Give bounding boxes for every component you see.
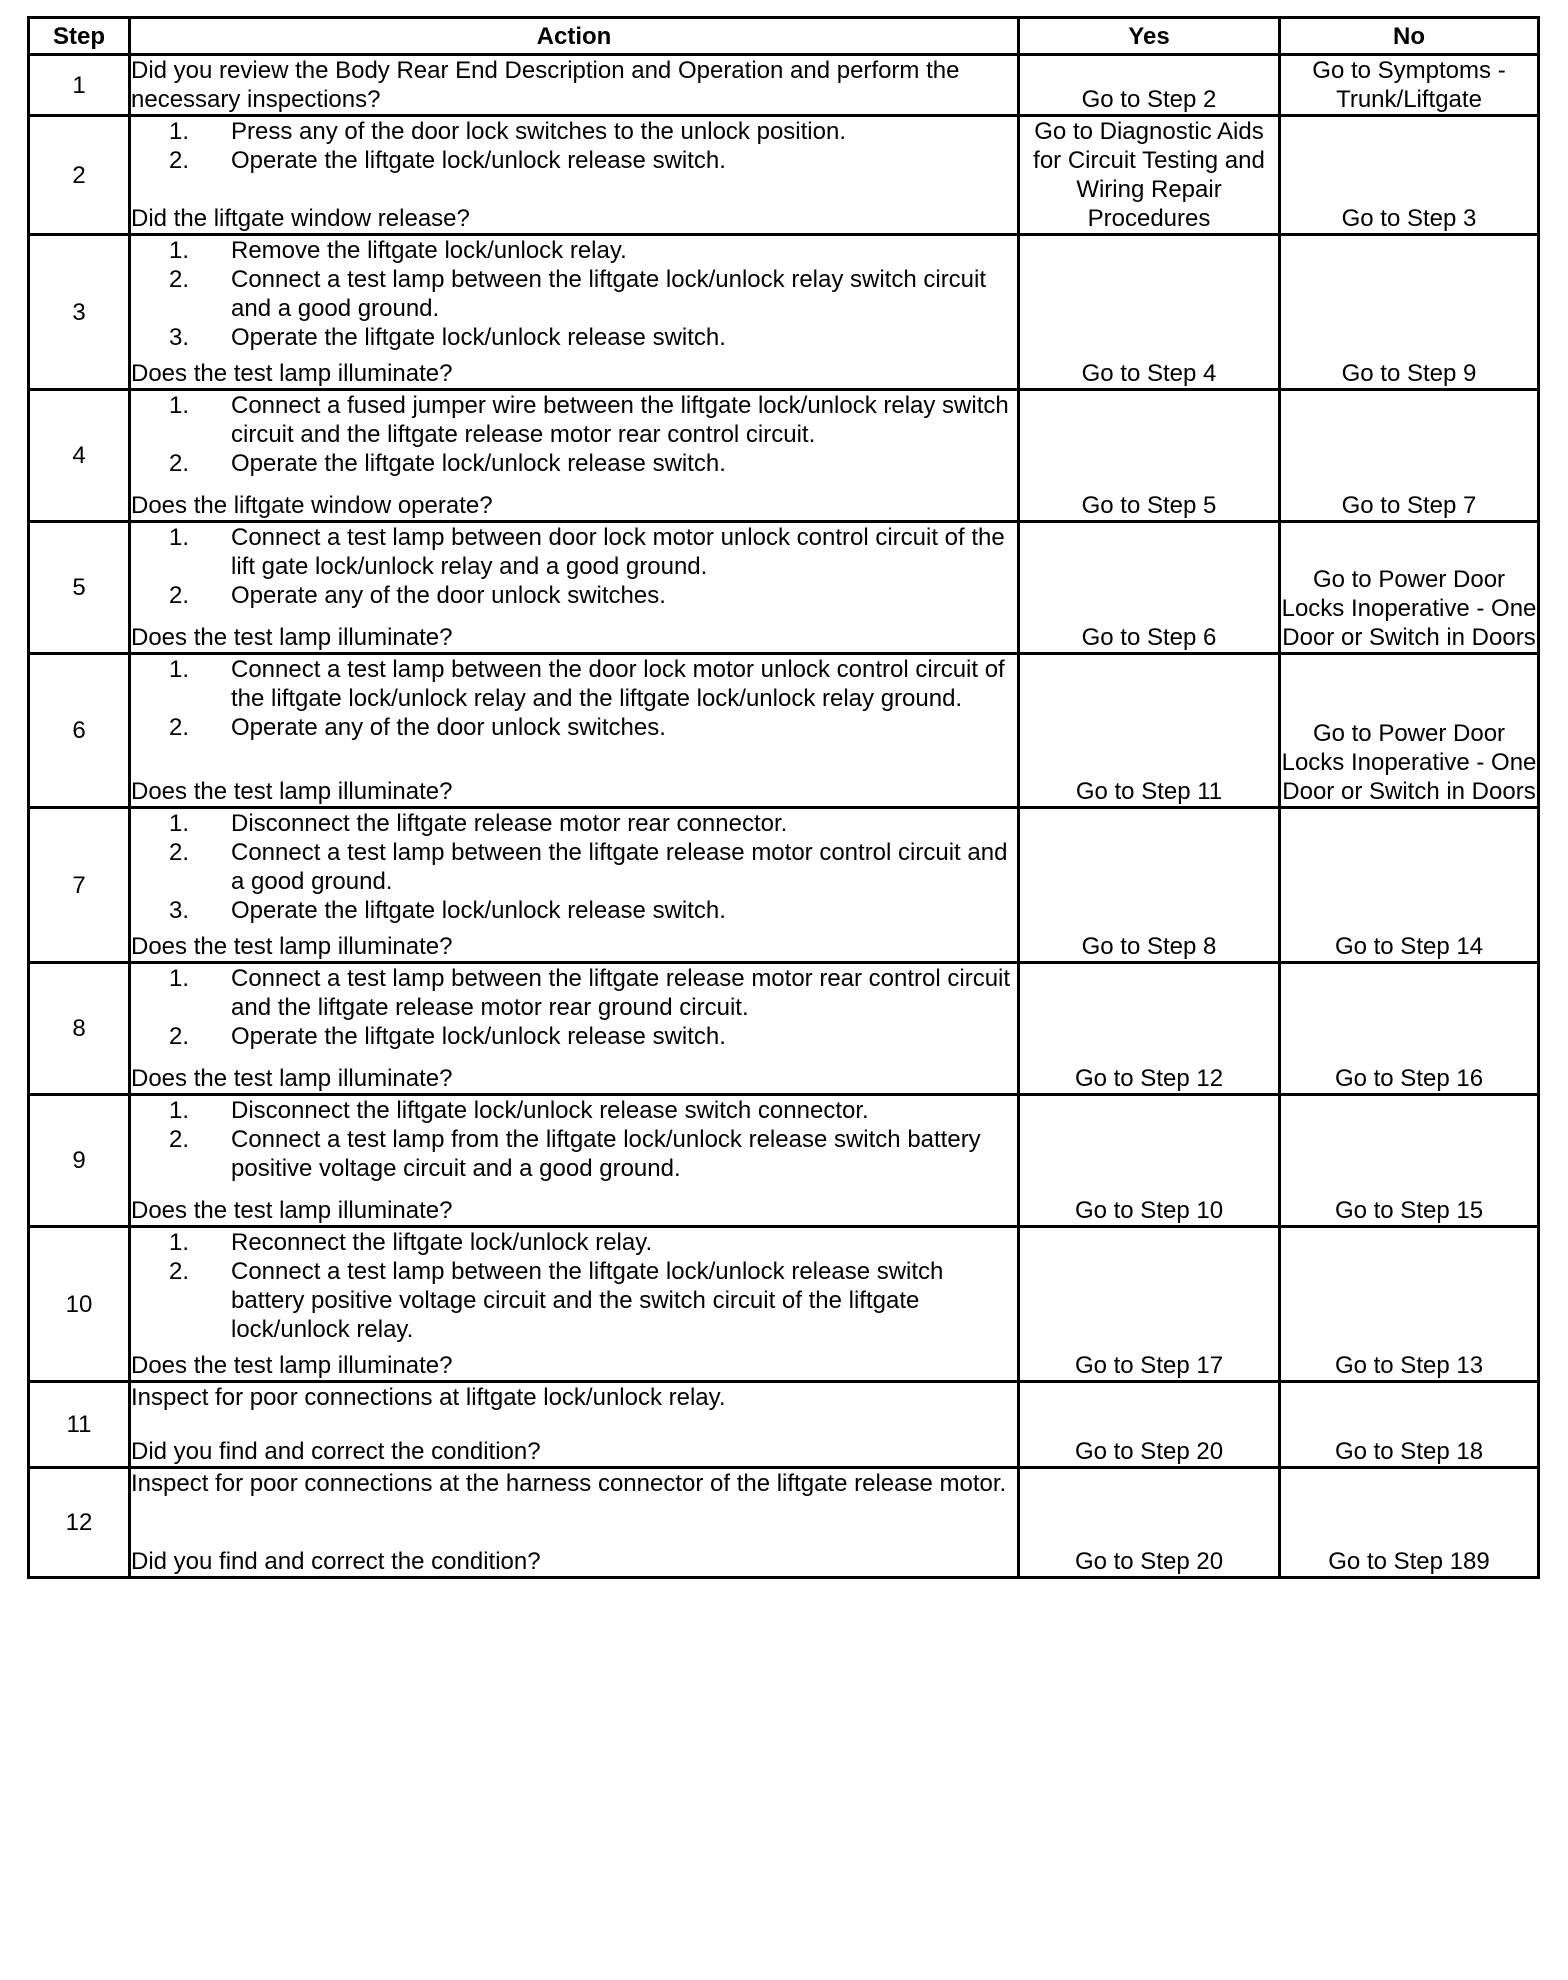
table-row <box>29 522 1539 654</box>
yes-result: Go to Step 5 <box>1019 390 1280 522</box>
yes-result: Go to Step 6 <box>1019 522 1280 654</box>
step-number: 8 <box>29 963 130 1095</box>
action-cell <box>130 1468 1019 1578</box>
action-question: Does the test lamp illuminate? <box>131 1197 453 1224</box>
action-list <box>131 1228 1017 1344</box>
yes-result: Go to Step 17 <box>1019 1227 1280 1382</box>
list-text: Operate the liftgate lock/unlock release switch. <box>231 897 726 924</box>
table-row <box>29 390 1539 522</box>
list-text: Disconnect the liftgate release motor rear connector. <box>231 810 788 837</box>
table-row <box>29 1227 1539 1382</box>
action-list-item <box>131 655 1017 713</box>
yes-result: Go to Step 2 <box>1019 55 1280 116</box>
action-cell <box>130 1382 1019 1468</box>
action-question: Does the test lamp illuminate? <box>131 1065 453 1092</box>
list-text: Reconnect the liftgate lock/unlock relay. <box>231 1229 653 1256</box>
action-instructions <box>131 1228 1017 1344</box>
step-number: 11 <box>29 1382 130 1468</box>
list-number: 3. <box>168 897 189 924</box>
step-number: 12 <box>29 1468 130 1578</box>
step-number: 9 <box>29 1095 130 1227</box>
no-result: Go to Step 7 <box>1280 390 1539 522</box>
action-list <box>131 523 1017 610</box>
no-result: Go to Step 3 <box>1280 116 1539 235</box>
list-number: 1. <box>168 392 189 419</box>
yes-result: Go to Step 20 <box>1019 1382 1280 1468</box>
no-result: Go to Power Door Locks Inoperative - One Door or Switch in Doors <box>1280 522 1539 654</box>
action-question: Did you find and correct the condition? <box>131 1548 541 1575</box>
action-list-item <box>131 713 1017 742</box>
list-number: 1. <box>168 1229 189 1256</box>
action-question: Does the test lamp illuminate? <box>131 933 453 960</box>
list-number: 2. <box>168 147 189 174</box>
action-question: Did you find and correct the condition? <box>131 1438 541 1465</box>
table-row <box>29 963 1539 1095</box>
action-question: Does the test lamp illuminate? <box>131 778 453 805</box>
action-intro: Inspect for poor connections at liftgate lock/unlock relay. <box>131 1384 726 1411</box>
list-text: Operate the liftgate lock/unlock release switch. <box>231 1023 726 1050</box>
action-content <box>131 1383 1017 1466</box>
action-instructions <box>131 1383 1017 1412</box>
no-result: Go to Step 9 <box>1280 235 1539 390</box>
action-list-item <box>131 523 1017 581</box>
header-action: Action <box>130 18 1019 55</box>
list-number: 2. <box>168 450 189 477</box>
action-content <box>131 391 1017 520</box>
table-row <box>29 235 1539 390</box>
list-text: Operate the liftgate lock/unlock release switch. <box>231 147 726 174</box>
list-number: 2. <box>168 1023 189 1050</box>
yes-result: Go to Step 11 <box>1019 654 1280 808</box>
action-list-item <box>131 1022 1017 1051</box>
action-instructions <box>131 1469 1017 1498</box>
action-content <box>131 809 1017 961</box>
action-list-item <box>131 1096 1017 1125</box>
action-content <box>131 1096 1017 1225</box>
list-text: Connect a test lamp from the liftgate lock/unlock release switch battery positive voltage circuit and a good ground. <box>231 1126 981 1182</box>
action-list <box>131 1096 1017 1183</box>
action-cell <box>130 654 1019 808</box>
action-question: Does the test lamp illuminate? <box>131 1352 453 1379</box>
action-content <box>131 1228 1017 1380</box>
step-number: 6 <box>29 654 130 808</box>
action-question: Did the liftgate window release? <box>131 205 470 232</box>
action-list-item <box>131 449 1017 478</box>
list-number: 2. <box>168 839 189 866</box>
header-no: No <box>1280 18 1539 55</box>
list-text: Connect a test lamp between the liftgate lock/unlock relay switch circuit and a good ground. <box>231 266 987 322</box>
action-list-item <box>131 838 1017 896</box>
no-result: Go to Step 13 <box>1280 1227 1539 1382</box>
action-instructions <box>131 964 1017 1051</box>
step-number: 3 <box>29 235 130 390</box>
list-text: Connect a test lamp between door lock motor unlock control circuit of the lift gate lock/unlock relay and a good ground. <box>231 524 1005 580</box>
list-text: Operate the liftgate lock/unlock release switch. <box>231 450 726 477</box>
step-number: 1 <box>29 55 130 116</box>
no-result: Go to Symptoms - Trunk/Liftgate <box>1280 55 1539 116</box>
list-number: 1. <box>168 524 189 551</box>
header-row <box>29 18 1539 55</box>
action-list-item <box>131 809 1017 838</box>
action-list <box>131 655 1017 742</box>
yes-result: Go to Step 8 <box>1019 808 1280 963</box>
action-list-item <box>131 964 1017 1022</box>
action-list-item <box>131 323 1017 352</box>
action-instructions <box>131 117 1017 175</box>
action-question: Does the test lamp illuminate? <box>131 360 453 387</box>
action-cell <box>130 235 1019 390</box>
action-question: Does the liftgate window operate? <box>131 492 493 519</box>
yes-result: Go to Step 10 <box>1019 1095 1280 1227</box>
action-instructions <box>131 809 1017 925</box>
action-cell <box>130 963 1019 1095</box>
action-content <box>131 56 1017 114</box>
action-list <box>131 964 1017 1051</box>
no-result: Go to Step 189 <box>1280 1468 1539 1578</box>
yes-result: Go to Diagnostic Aids for Circuit Testing and Wiring Repair Procedures <box>1019 116 1280 235</box>
diagnostic-table <box>27 16 1540 1579</box>
action-list-item <box>131 236 1017 265</box>
action-instructions <box>131 391 1017 478</box>
table-row <box>29 1382 1539 1468</box>
table-row <box>29 1468 1539 1578</box>
action-list-item <box>131 1125 1017 1183</box>
no-result: Go to Step 15 <box>1280 1095 1539 1227</box>
step-number: 10 <box>29 1227 130 1382</box>
action-cell <box>130 116 1019 235</box>
action-list <box>131 809 1017 925</box>
action-list-item <box>131 1228 1017 1257</box>
list-number: 2. <box>168 582 189 609</box>
list-number: 2. <box>168 714 189 741</box>
table-row <box>29 654 1539 808</box>
step-number: 2 <box>29 116 130 235</box>
action-content <box>131 236 1017 388</box>
action-content <box>131 523 1017 652</box>
action-instructions <box>131 655 1017 742</box>
list-text: Press any of the door lock switches to the unlock position. <box>231 118 846 145</box>
no-result: Go to Step 14 <box>1280 808 1539 963</box>
yes-result: Go to Step 12 <box>1019 963 1280 1095</box>
action-content <box>131 117 1017 233</box>
action-question: Does the test lamp illuminate? <box>131 624 453 651</box>
action-list-item <box>131 265 1017 323</box>
list-number: 2. <box>168 1258 189 1285</box>
table-row <box>29 1095 1539 1227</box>
action-cell <box>130 1227 1019 1382</box>
action-content <box>131 964 1017 1093</box>
action-cell <box>130 808 1019 963</box>
list-text: Operate any of the door unlock switches. <box>231 714 666 741</box>
list-text: Connect a test lamp between the liftgate lock/unlock release switch battery positive voltage circuit and the switch circuit of the liftgate lock/unlock relay. <box>231 1258 944 1343</box>
list-text: Disconnect the liftgate lock/unlock release switch connector. <box>231 1097 869 1124</box>
no-result: Go to Power Door Locks Inoperative - One Door or Switch in Doors <box>1280 654 1539 808</box>
action-content <box>131 1469 1017 1576</box>
action-intro: Did you review the Body Rear End Description and Operation and perform the necessary inspections? <box>131 57 960 113</box>
action-instructions <box>131 1096 1017 1183</box>
action-cell <box>130 522 1019 654</box>
list-number: 1. <box>168 1097 189 1124</box>
action-list-item <box>131 146 1017 175</box>
list-number: 1. <box>168 965 189 992</box>
list-text: Connect a test lamp between the door lock motor unlock control circuit of the liftgate lock/unlock relay and the liftgate lock/unlock relay ground. <box>231 656 1005 712</box>
no-result: Go to Step 18 <box>1280 1382 1539 1468</box>
action-list-item <box>131 896 1017 925</box>
action-instructions <box>131 523 1017 610</box>
step-number: 4 <box>29 390 130 522</box>
list-number: 1. <box>168 237 189 264</box>
list-text: Operate the liftgate lock/unlock release switch. <box>231 324 726 351</box>
list-text: Connect a test lamp between the liftgate release motor rear control circuit and the liftgate release motor rear ground circuit. <box>231 965 1011 1021</box>
action-intro: Inspect for poor connections at the harness connector of the liftgate release motor. <box>131 1470 1007 1497</box>
list-text: Operate any of the door unlock switches. <box>231 582 666 609</box>
list-number: 1. <box>168 118 189 145</box>
table-row <box>29 116 1539 235</box>
action-list-item <box>131 581 1017 610</box>
list-text: Connect a fused jumper wire between the liftgate lock/unlock relay switch circuit and the liftgate release motor rear control circuit. <box>231 392 1009 448</box>
table-row <box>29 808 1539 963</box>
yes-result: Go to Step 20 <box>1019 1468 1280 1578</box>
header-step: Step <box>29 18 130 55</box>
action-list <box>131 236 1017 352</box>
action-cell <box>130 55 1019 116</box>
action-list-item <box>131 117 1017 146</box>
header-yes: Yes <box>1019 18 1280 55</box>
list-number: 3. <box>168 324 189 351</box>
list-number: 1. <box>168 656 189 683</box>
action-list <box>131 117 1017 175</box>
action-list <box>131 391 1017 478</box>
list-text: Connect a test lamp between the liftgate release motor control circuit and a good ground. <box>231 839 1008 895</box>
step-number: 5 <box>29 522 130 654</box>
no-result: Go to Step 16 <box>1280 963 1539 1095</box>
yes-result: Go to Step 4 <box>1019 235 1280 390</box>
list-text: Remove the liftgate lock/unlock relay. <box>231 237 627 264</box>
table-row <box>29 55 1539 116</box>
list-number: 2. <box>168 1126 189 1153</box>
action-list-item <box>131 391 1017 449</box>
action-instructions <box>131 56 1017 114</box>
list-number: 1. <box>168 810 189 837</box>
action-cell <box>130 390 1019 522</box>
step-number: 7 <box>29 808 130 963</box>
action-cell <box>130 1095 1019 1227</box>
action-content <box>131 655 1017 806</box>
list-number: 2. <box>168 266 189 293</box>
action-instructions <box>131 236 1017 352</box>
action-list-item <box>131 1257 1017 1344</box>
